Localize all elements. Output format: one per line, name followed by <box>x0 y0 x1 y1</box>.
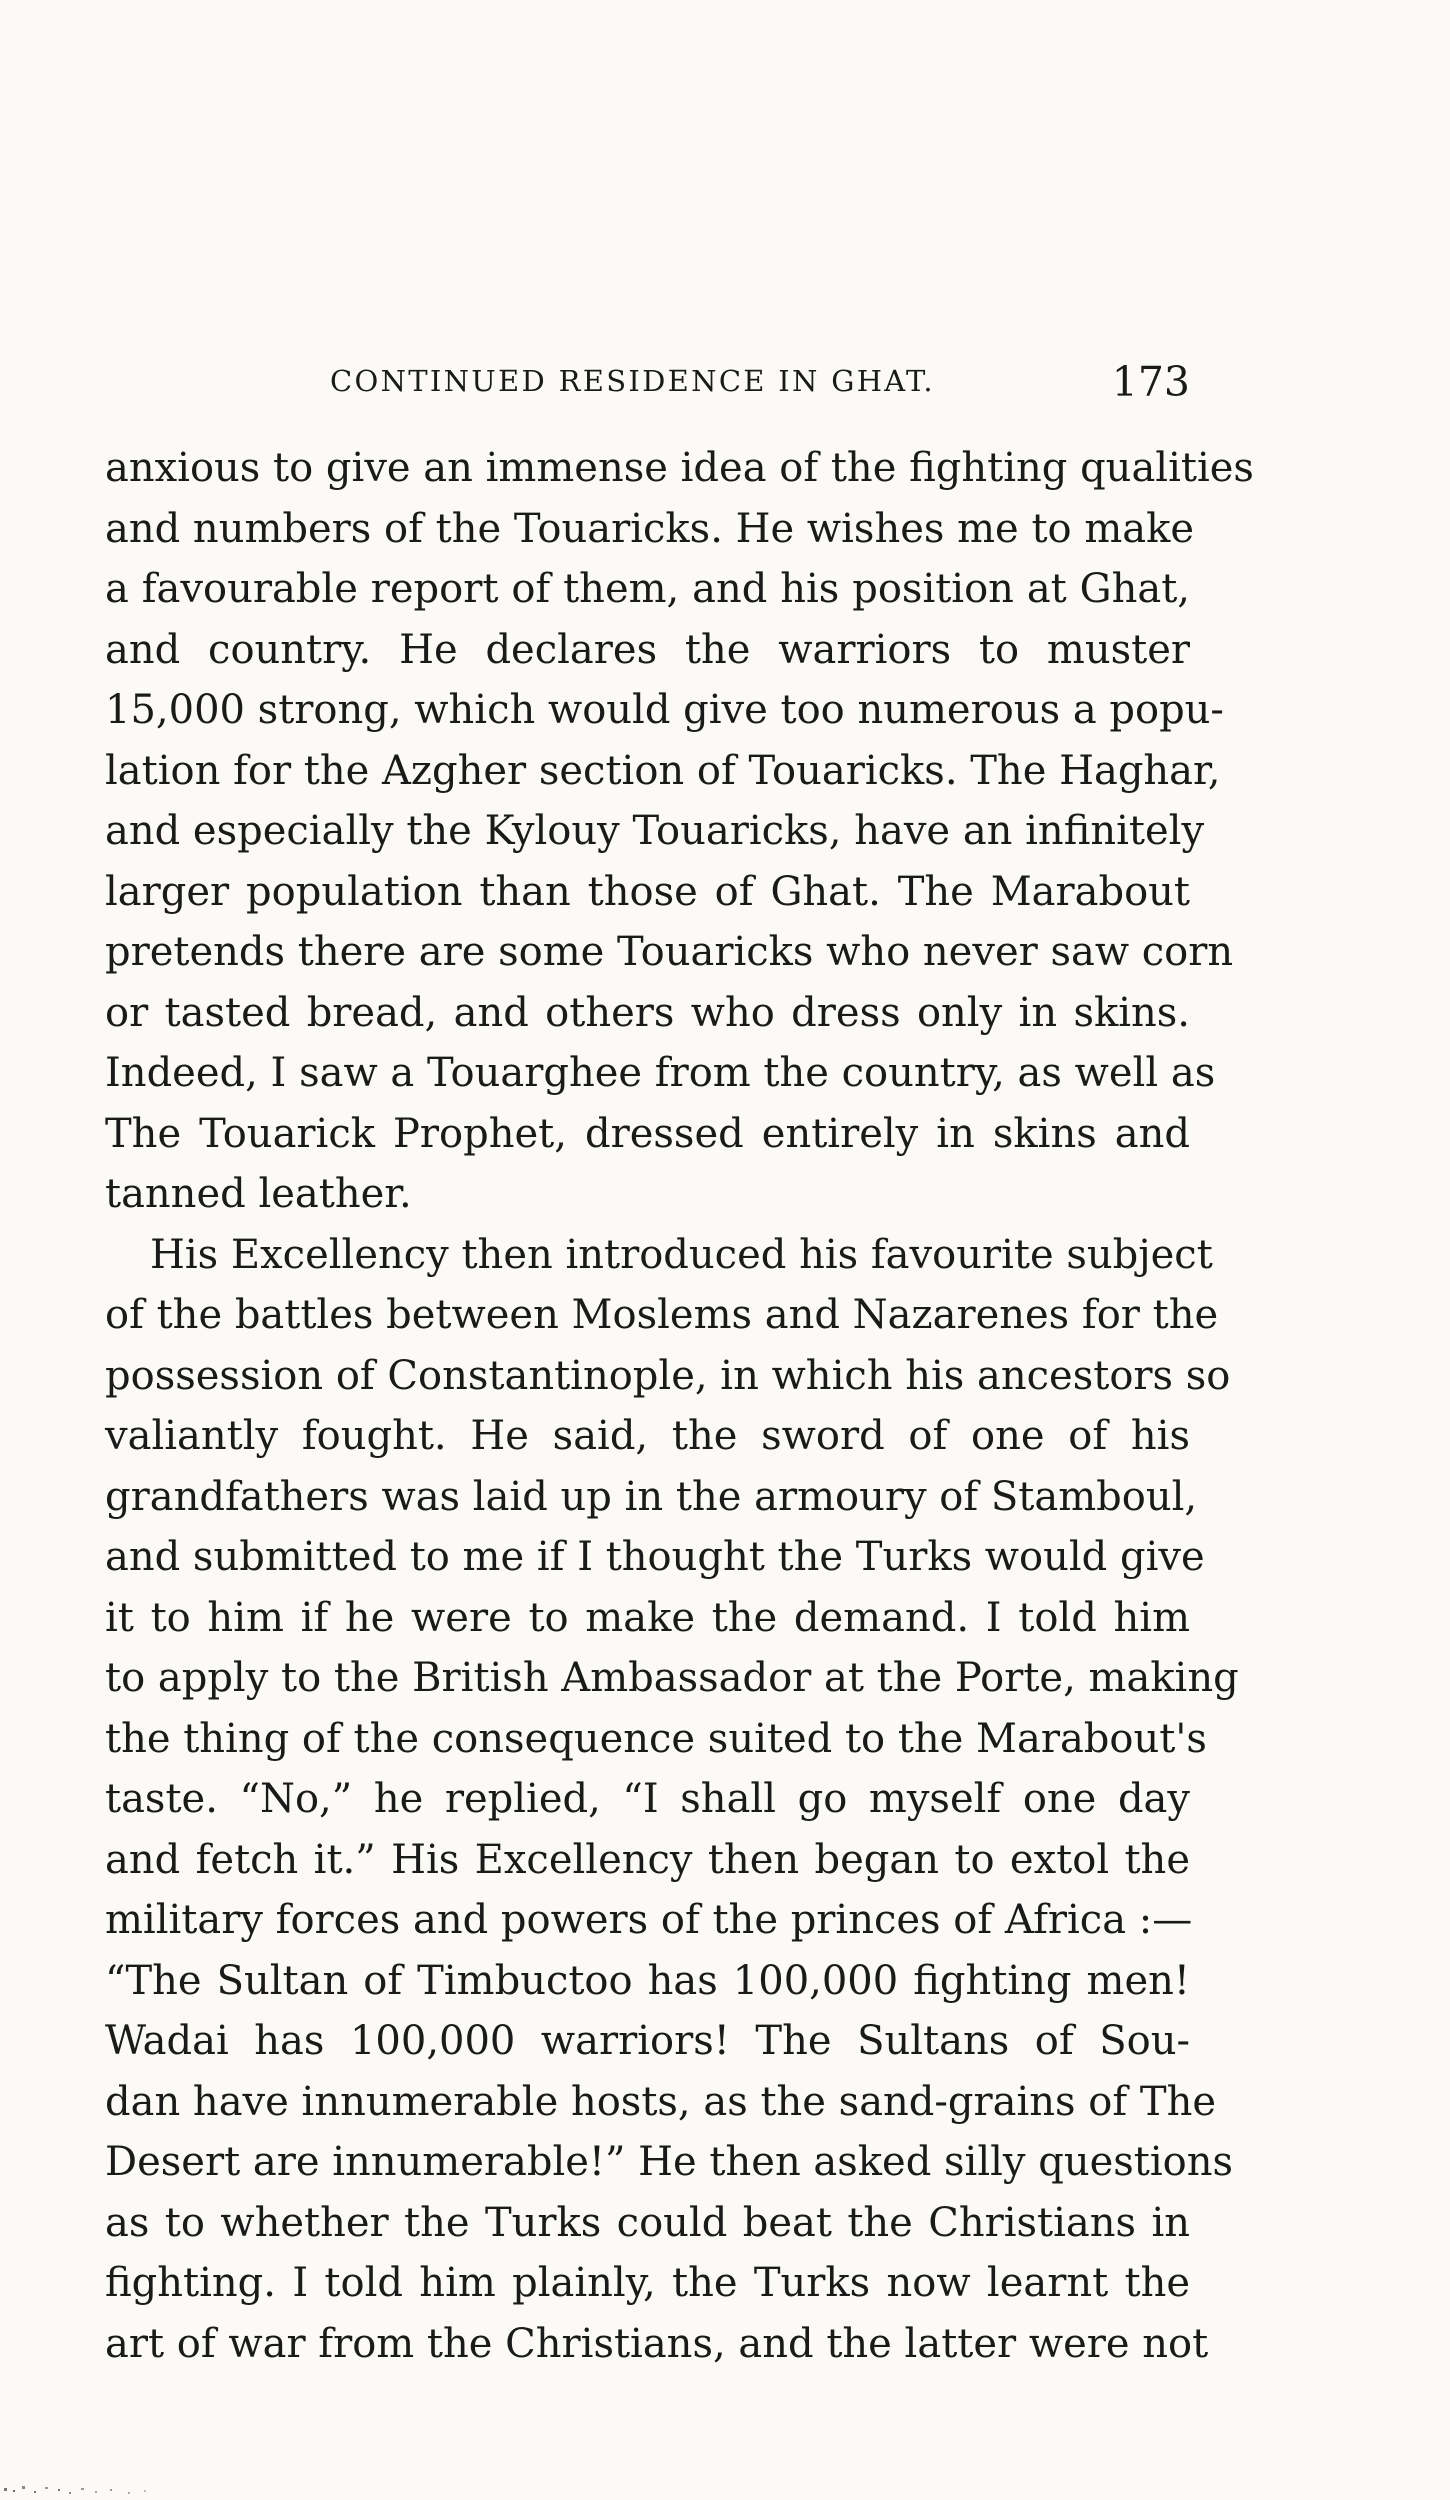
text-line: larger population than those of Ghat. The Marabout <box>105 868 1190 915</box>
text-line: it to him if he were to make the demand. I told him <box>105 1594 1190 1641</box>
text-line: possession of Constantinople, in which his ancestors so <box>105 1352 1231 1399</box>
text-line: Indeed, I saw a Touarghee from the country, as well as <box>105 1050 1216 1096</box>
text-line: Wadai has 100,000 warriors! The Sultans of Sou- <box>105 2018 1190 2064</box>
text-line: 15,000 strong, which would give too numerous a popu- <box>105 687 1224 733</box>
text-line: valiantly fought. He said, the sword of one of his <box>105 1413 1190 1459</box>
text-line: a favourable report of them, and his position at Ghat, <box>105 566 1190 612</box>
text-line: and numbers of the Touaricks. He wishes me to make <box>105 505 1195 552</box>
page-header <box>330 358 1190 408</box>
text-line: lation for the Azgher section of Touaricks. The Haghar, <box>105 747 1221 794</box>
text-line: military forces and powers of the princes of Africa :— <box>105 1897 1193 1943</box>
text-line: taste. “No,” he replied, “I shall go myself one day <box>105 1776 1190 1822</box>
running-title: CONTINUED RESIDENCE IN GHAT. <box>330 364 935 398</box>
text-line: grandfathers was laid up in the armoury of Stamboul, <box>105 1473 1198 1520</box>
text-line: pretends there are some Touaricks who never saw corn <box>105 929 1234 975</box>
text-line: as to whether the Turks could beat the Christians in <box>105 2199 1190 2246</box>
text-line: and fetch it.” His Excellency then began to extol the <box>105 1836 1190 1883</box>
text-line: the thing of the consequence suited to the Marabout's <box>105 1715 1207 1762</box>
text-line: and especially the Kylouy Touaricks, have an infinitely <box>105 808 1205 854</box>
paragraph-start-line: His Excellency then introduced his favourite subject <box>150 1231 1213 1278</box>
text-line: dan have innumerable hosts, as the sand-grains of The <box>105 2078 1217 2125</box>
scan-speckle <box>0 2476 220 2500</box>
text-line: and country. He declares the warriors to muster <box>105 626 1190 673</box>
text-line: or tasted bread, and others who dress only in skins. <box>105 989 1190 1036</box>
text-line: anxious to give an immense idea of the fighting qualities <box>105 445 1254 491</box>
text-line: and submitted to me if I thought the Turks would give <box>105 1534 1205 1580</box>
text-line: of the battles between Moslems and Nazarenes for the <box>105 1292 1219 1338</box>
text-line: Desert are innumerable!” He then asked silly questions <box>105 2139 1234 2185</box>
body-text <box>105 438 1254 2374</box>
text-line: to apply to the British Ambassador at the Porte, making <box>105 1655 1239 1701</box>
page-number: 173 <box>1111 358 1190 406</box>
paragraph-end-line: tanned leather. <box>105 1171 412 1217</box>
text-line: fighting. I told him plainly, the Turks now learnt the <box>105 2260 1190 2306</box>
text-line: art of war from the Christians, and the latter were not <box>105 2320 1209 2367</box>
text-line: “The Sultan of Timbuctoo has 100,000 fighting men! <box>105 1957 1190 2004</box>
text-line: The Touarick Prophet, dressed entirely in skins and <box>105 1110 1190 1157</box>
